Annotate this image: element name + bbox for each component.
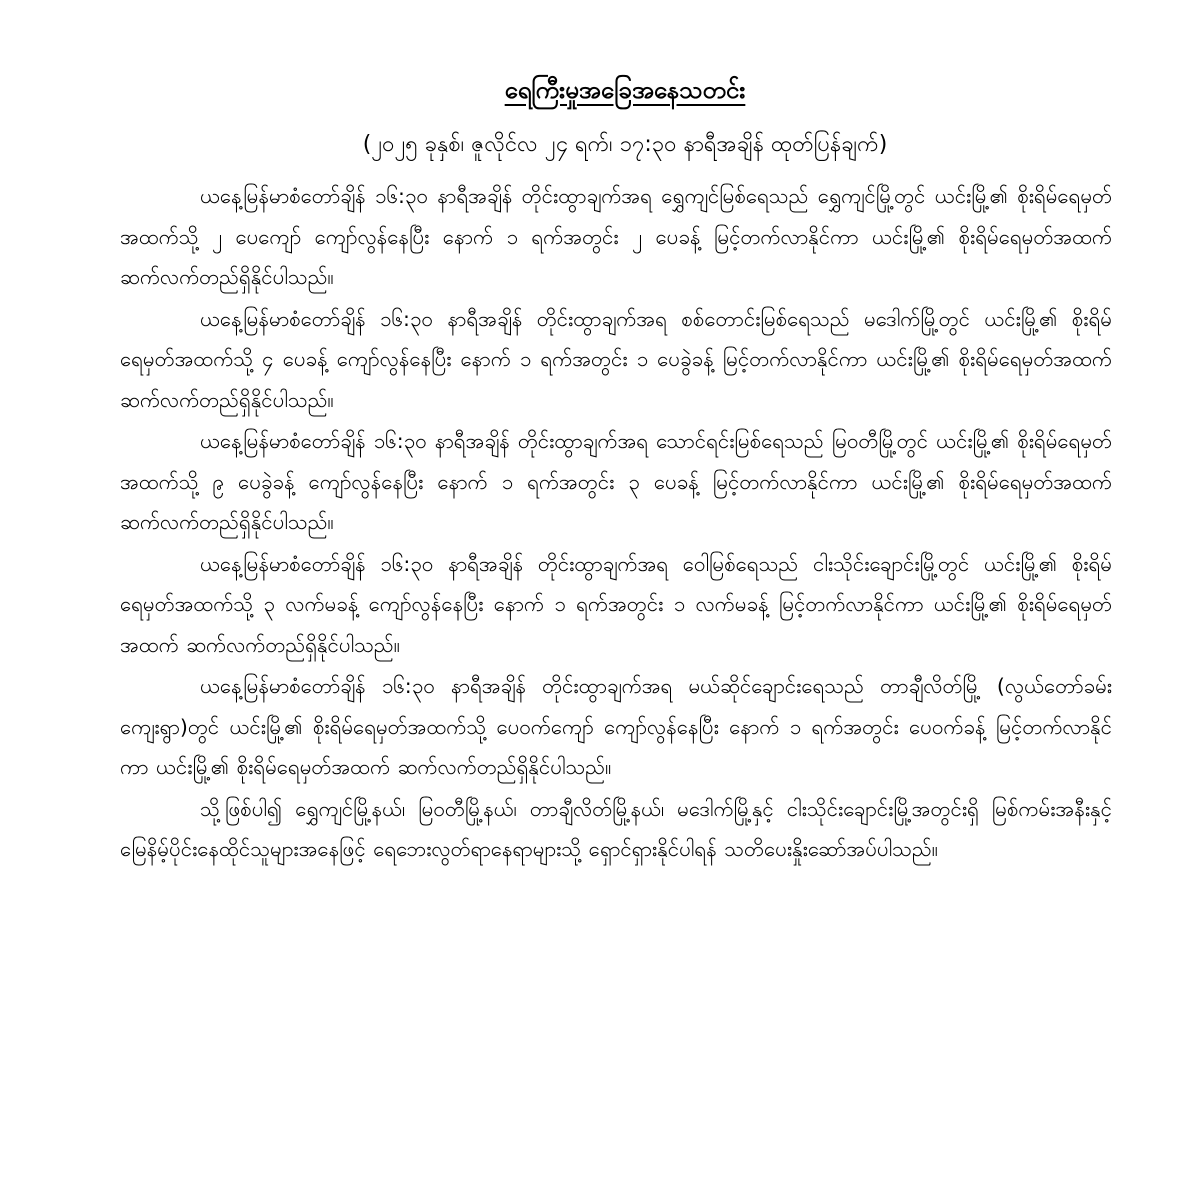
document-title: ရေကြီးမှုအခြေအနေသတင်း — [504, 76, 746, 104]
paragraph-warning: သို့ဖြစ်ပါ၍ ရွှေကျင်မြို့နယ်၊ မြဝတီမြို့နယ်၊ တာချီလိတ်မြို့နယ်၊ မဒေါက်မြို့နှင့် ငါးသိုင်းချောင်းမြို့အတွင်းရှိ မြစ်ကမ်းအနီးနှင့် မြေနိမ့်ပိုင်းနေထိုင်သူများအနေဖြင့် ရေဘေးလွတ်ရာနေရာများသို့ ရှောင်ရှားနိုင်ပါရန် သတိပေးနှိုးဆော်အပ်ပါသည်။ — [120, 796, 1112, 861]
paragraph-shwegyin: ယနေ့မြန်မာစံတော်ချိန် ၁၆:၃၀ နာရီအချိန် တိုင်းထွာချက်အရ ရွှေကျင်မြစ်ရေသည် ရွှေကျင်မြို့တွင် ယင်းမြို့၏ စိုးရိမ်ရေမှတ်အထက်သို့ ၂ ပေကျော် ကျော်လွန်နေပြီး နောက် ၁ ရက်အတွင်း ၂ ပေခန့် မြင့်တက်လာနိုင်ကာ ယင်းမြို့၏ စိုးရိမ်ရေမှတ်အထက် ဆက်လက်တည်ရှိနိုင်ပါသည်။ — [120, 184, 1112, 289]
document-body — [120, 176, 1112, 870]
paragraph-tachileik: ယနေ့မြန်မာစံတော်ချိန် ၁၆:၃၀ နာရီအချိန် တိုင်းထွာချက်အရ မယ်ဆိုင်ချောင်းရေသည် တာချီလိတ်မြို့ (လွယ်တော်ခမ်းကျေးရွာ)တွင် ယင်းမြို့၏ စိုးရိမ်ရေမှတ်အထက်သို့ ပေဝက်ကျော် ကျော်လွန်နေပြီး နောက် ၁ ရက်အတွင်း ပေဝက်ခန့် မြင့်တက်လာနိုင်ကာ ယင်းမြို့၏ စိုးရိမ်ရေမှတ်အထက် ဆက်လက်တည်ရှိနိုင်ပါသည်။ — [120, 674, 1112, 779]
paragraph-myawaddy: ယနေ့မြန်မာစံတော်ချိန် ၁၆:၃၀ နာရီအချိန် တိုင်းထွာချက်အရ သောင်ရင်းမြစ်ရေသည် မြဝတီမြို့တွင် ယင်းမြို့၏ စိုးရိမ်ရေမှတ်အထက်သို့ ၉ ပေခွဲခန့် ကျော်လွန်နေပြီး နောက် ၁ ရက်အတွင်း ၃ ပေခန့် မြင့်တက်လာနိုင်ကာ ယင်းမြို့၏ စိုးရိမ်ရေမှတ်အထက် ဆက်လက်တည်ရှိနိုင်ပါသည်။ — [120, 429, 1112, 534]
paragraph-madauk: ယနေ့မြန်မာစံတော်ချိန် ၁၆:၃၀ နာရီအချိန် တိုင်းထွာချက်အရ စစ်တောင်းမြစ်ရေသည် မဒေါက်မြို့တွင် ယင်းမြို့၏ စိုးရိမ်ရေမှတ်အထက်သို့ ၄ ပေခန့် ကျော်လွန်နေပြီး နောက် ၁ ရက်အတွင်း ၁ ပေခွဲခန့် မြင့်တက်လာနိုင်ကာ ယင်းမြို့၏ စိုးရိမ်ရေမှတ်အထက် ဆက်လက်တည်ရှိနိုင်ပါသည်။ — [120, 306, 1112, 412]
document-subtitle: (၂၀၂၅ ခုနှစ်၊ ဇူလိုင်လ ၂၄ ရက်၊ ၁၇:၃၀ နာရီအချိန် ထုတ်ပြန်ချက်) — [362, 132, 888, 157]
paragraph-ngathaingchaung: ယနေ့မြန်မာစံတော်ချိန် ၁၆:၃၀ နာရီအချိန် တိုင်းထွာချက်အရ ဝေါမြစ်ရေသည် ငါးသိုင်းချောင်းမြို့တွင် ယင်းမြို့၏ စိုးရိမ်ရေမှတ်အထက်သို့ ၃ လက်မခန့် ကျော်လွန်နေပြီး နောက် ၁ ရက်အတွင်း ၁ လက်မခန့် မြင့်တက်လာနိုင်ကာ ယင်းမြို့၏ စိုးရိမ်ရေမှတ်အထက် ဆက်လက်တည်ရှိနိုင်ပါသည်။ — [120, 551, 1112, 657]
